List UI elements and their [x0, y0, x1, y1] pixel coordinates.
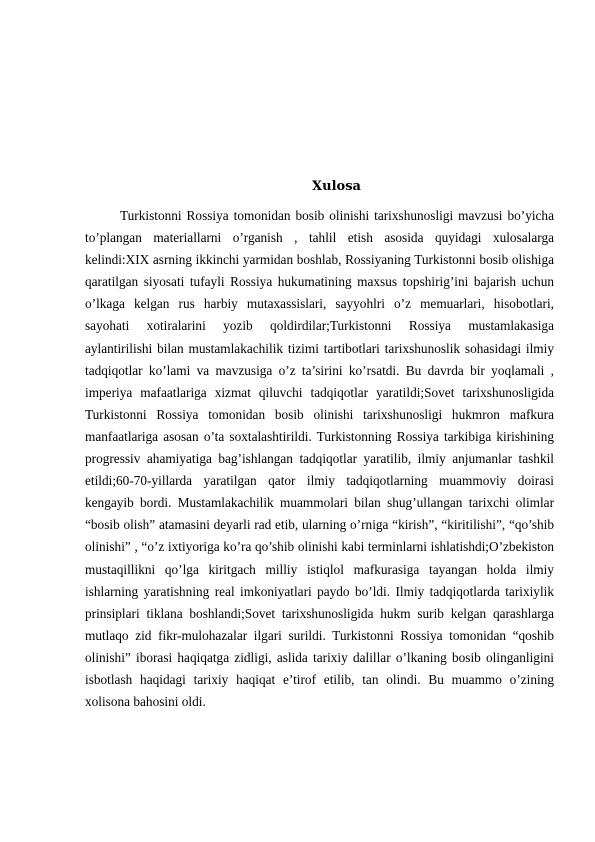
page-title: Xulosa [312, 179, 361, 194]
body-paragraph: Turkistonni Rossiya tomonidan bosib olinishi tarixshunosligi mavzusi bo’yicha to’plangan materiallarni o’rganish , tahlil etish asosida quyidagi xulosalarga kelindi:XIX asrning ikkinchi yarmidan boshlab, Rossiyaning Turkistonni bosib olishiga qaratilgan siyosati tufayli Rossiya hukumatining maxsus topshirig’ini bajarish uchun o’lkaga kelgan rus harbiy mutaxassislari, sayyohlri o’z memuarlari, hisobotlari, sayohati xotiralarini yozib qoldirdilar;Turkistonni Rossiya mustamlakasiga aylantirilishi bilan mustamlakachilik tizimi tartibotlari tarixshunoslik sohasidagi ilmiy tadqiqotlar ko’lami va mavzusiga o’z ta’sirini ko’rsatdi. Bu davrda bir yoqlamali , imperiya mafaatlariga xizmat qiluvchi tadqiqotlar yaratildi;Sovet tarixshunosligida Turkistonni Rossiya tomonidan bosib olinishi tarixshunosligi hukmron mafkura manfaatlariga asosan o’ta soxtalashtirildi. Turkistonning Rossiya tarkibiga kirishining progressiv ahamiyatiga bag’ishlangan tadqiqotlar yaratilib, ilmiy anjumanlar tashkil etildi;60-70-yillarda yaratilgan qator ilmiy tadqiqotlarning muammoviy doirasi kengayib bordi. Mustamlakachilik muammolari bilan shug’ullangan tarixchi olimlar “bosib olish” atamasini deyarli rad etib, ularning o’rniga “kirish”, “kiritilishi”, “qo’shib olinishi” , “o’z ixtiyoriga ko’ra qo’shib olinishi kabi terminlarni ishlatishdi;O’zbekiston mustaqillikni qo’lga kiritgach milliy istiqlol mafkurasiga tayangan holda ilmiy ishlarning yaratishning real imkoniyatlari paydo bo’ldi. Ilmiy tadqiqotlarda tarixiylik prinsiplari tiklana boshlandi;Sovet tarixshunosligida hukm surib kelgan qarashlarga mutlaqo zid fikr-mulohazalar ilgari surildi. Turkistonni Rossiya tomonidan “qoshib olinishi” iborasi haqiqatga zidligi, aslida tarixiy dalillar o’lkaning bosib olinganligini isbotlash haqidagi tarixiy haqiqat e’tirof etilib, tan olindi. Bu muammo o’zining xolisona bahosini oldi. [85, 208, 554, 710]
